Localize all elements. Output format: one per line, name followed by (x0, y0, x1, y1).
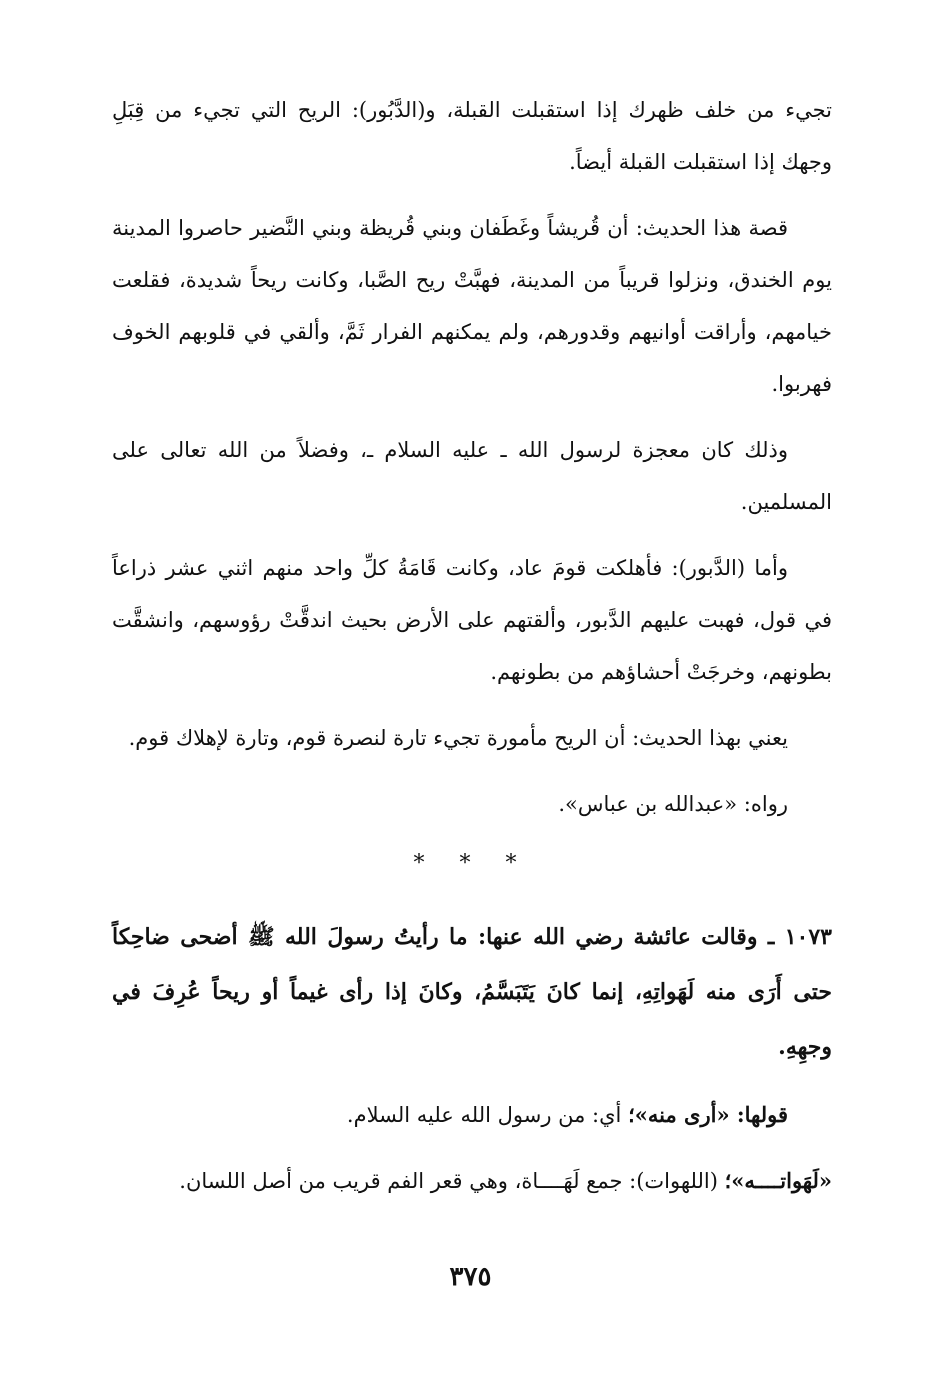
explanation-text-2: (اللهوات): جمع لَهَــــاة، وهي قعر الفم قريب من أصل اللسان. (179, 1169, 725, 1193)
explanation-line-1 (112, 1089, 832, 1141)
section-separator: * * * (413, 851, 531, 876)
paragraph-continuation: تجيء من خلف ظهرك إذا استقبلت القبلة، و(الدَّبُور): الريح التي تجيء من قِبَلِ وجهك إذا استقبلت القبلة أيضاً. (112, 98, 832, 174)
paragraph-miracle: وذلك كان معجزة لرسول الله ـ عليه السلام ـ، وفضلاً من الله تعالى على المسلمين. (112, 438, 832, 514)
hadith-text: ١٠٧٣ ـ وقالت عائشة رضي الله عنها: ما رأيتُ رسولَ الله ﷺ أضحى ضاحِكاً حتى أَرَى منه لَهَواتِهِ، إنما كانَ يَتَبَسَّمُ، وكانَ إذا رأى غيماً أو ريحاً عُرِفَ في وجهِهِ. (112, 924, 832, 1060)
page-body (112, 84, 832, 1221)
paragraph-narrator: رواه: «عبدالله بن عباس». (558, 792, 788, 816)
paragraph-story: قصة هذا الحديث: أن قُريشاً وغَطَفان وبني قُريظة وبني النَّضير حاصروا المدينة يوم الخندق، ونزلوا قريباً من المدينة، فهبَّتْ ريح الصَّبا، وكانت ريحاً شديدة، فقلعت خيامهم، وأراقت أوانيهم وقدورهم، ولم يمكنهم الفرار ثَمَّ، وألقي في قلوبهم الخوف فهربوا. (112, 216, 832, 396)
paragraph-dabour: وأما (الدَّبور): فأهلكت قومَ عاد، وكانت قَامَةُ كلِّ واحد منهم اثني عشر ذراعاً في قول، فهبت عليهم الدَّبور، وألقتهم على الأرض بحيث اندقَّتْ رؤوسهم، وانشقَّت بطونهم، وخرجَتْ أحشاؤهم من بطونهم. (112, 556, 832, 684)
page-number: ٣٧٥ (449, 1262, 492, 1292)
explanation-term-1: قولها: «أرى منه»؛ (628, 1102, 788, 1127)
explanation-text-1: أي: من رسول الله عليه السلام. (346, 1103, 629, 1127)
explanation-term-2: «لَهَواتــــه»؛ (724, 1168, 832, 1193)
explanation-line-2 (112, 1155, 832, 1207)
paragraph-meaning: يعني بهذا الحديث: أن الريح مأمورة تجيء تارة لنصرة قوم، وتارة لإهلاك قوم. (128, 726, 788, 750)
